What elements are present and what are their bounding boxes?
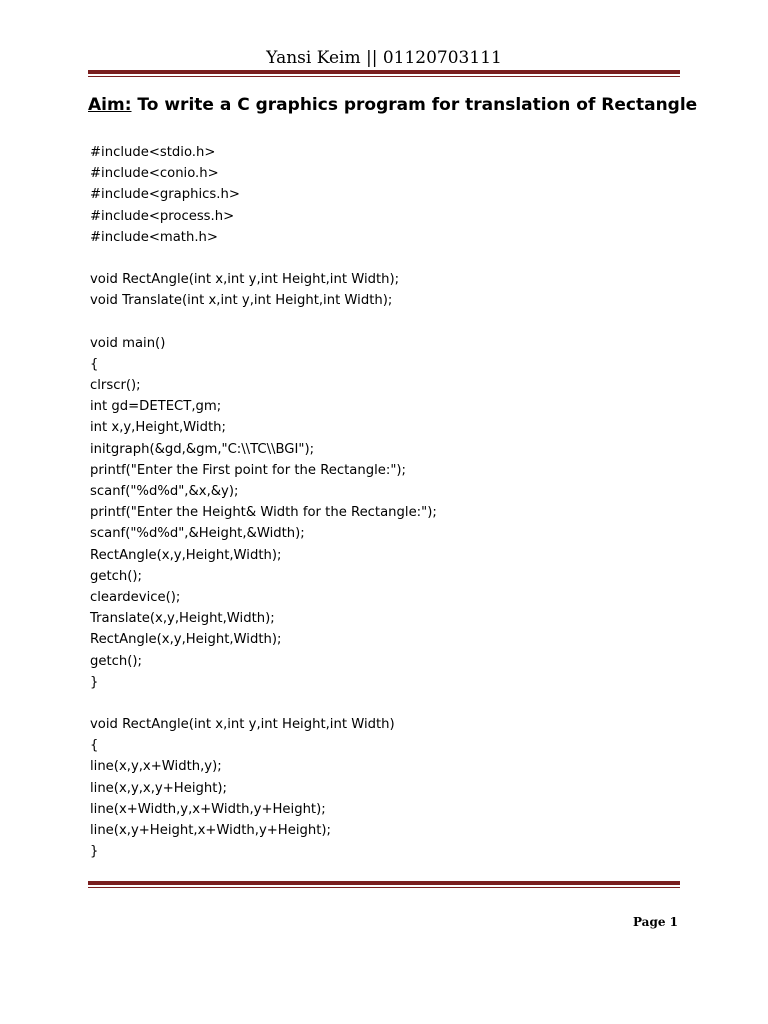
code-line: line(x,y+Height,x+Width,y+Height);	[90, 823, 331, 838]
aim-heading	[88, 95, 698, 115]
code-line: int gd=DETECT,gm;	[90, 399, 222, 415]
code-line: clrscr();	[90, 378, 141, 394]
code-line: printf("Enter the Height& Width for the Rectangle:");	[90, 505, 437, 521]
code-line: #include<process.h>	[90, 208, 235, 224]
code-line	[90, 693, 690, 714]
code-line: RectAngle(x,y,Height,Width);	[90, 547, 282, 563]
code-line	[90, 312, 690, 333]
code-line: void main()	[90, 335, 166, 351]
code-line	[90, 248, 690, 269]
code-line: cleardevice();	[90, 589, 181, 605]
code-line: {	[90, 738, 99, 754]
code-line: void RectAngle(int x,int y,int Height,int Width)	[90, 717, 395, 733]
code-line: }	[90, 674, 99, 690]
aim-text: To write a C graphics program for translation of Rectangle	[131, 95, 698, 115]
code-line: #include<conio.h>	[90, 166, 219, 182]
aim-label: Aim:	[88, 95, 132, 115]
code-line: int x,y,Height,Width;	[90, 420, 226, 436]
header-author: Yansi Keim || 01120703111	[266, 48, 502, 68]
code-line: scanf("%d%d",&x,&y);	[90, 484, 239, 499]
code-line: void Translate(int x,int y,int Height,int Width);	[90, 293, 393, 309]
code-line: printf("Enter the First point for the Rectangle:");	[90, 462, 406, 478]
page-number: Page 1	[632, 915, 678, 929]
header-rule	[88, 70, 680, 77]
code-block	[90, 142, 690, 862]
code-line: #include<stdio.h>	[90, 145, 216, 160]
code-line: void RectAngle(int x,int y,int Height,int Width);	[90, 272, 400, 288]
code-line: getch();	[90, 568, 142, 584]
code-line: {	[90, 356, 99, 372]
code-line: getch();	[90, 653, 142, 669]
code-line: #include<math.h>	[90, 229, 218, 245]
code-line: Translate(x,y,Height,Width);	[90, 611, 275, 627]
code-line: #include<graphics.h>	[90, 187, 240, 203]
code-line: line(x+Width,y,x+Width,y+Height);	[90, 801, 326, 817]
code-line: initgraph(&gd,&gm,"C:\\TC\\BGI");	[90, 441, 315, 457]
code-line: line(x,y,x+Width,y);	[90, 759, 222, 775]
footer-rule	[88, 881, 680, 888]
code-line: }	[90, 844, 99, 860]
code-line: RectAngle(x,y,Height,Width);	[90, 632, 282, 648]
code-line: scanf("%d%d",&Height,&Width);	[90, 526, 305, 542]
code-line: line(x,y,x,y+Height);	[90, 780, 227, 796]
